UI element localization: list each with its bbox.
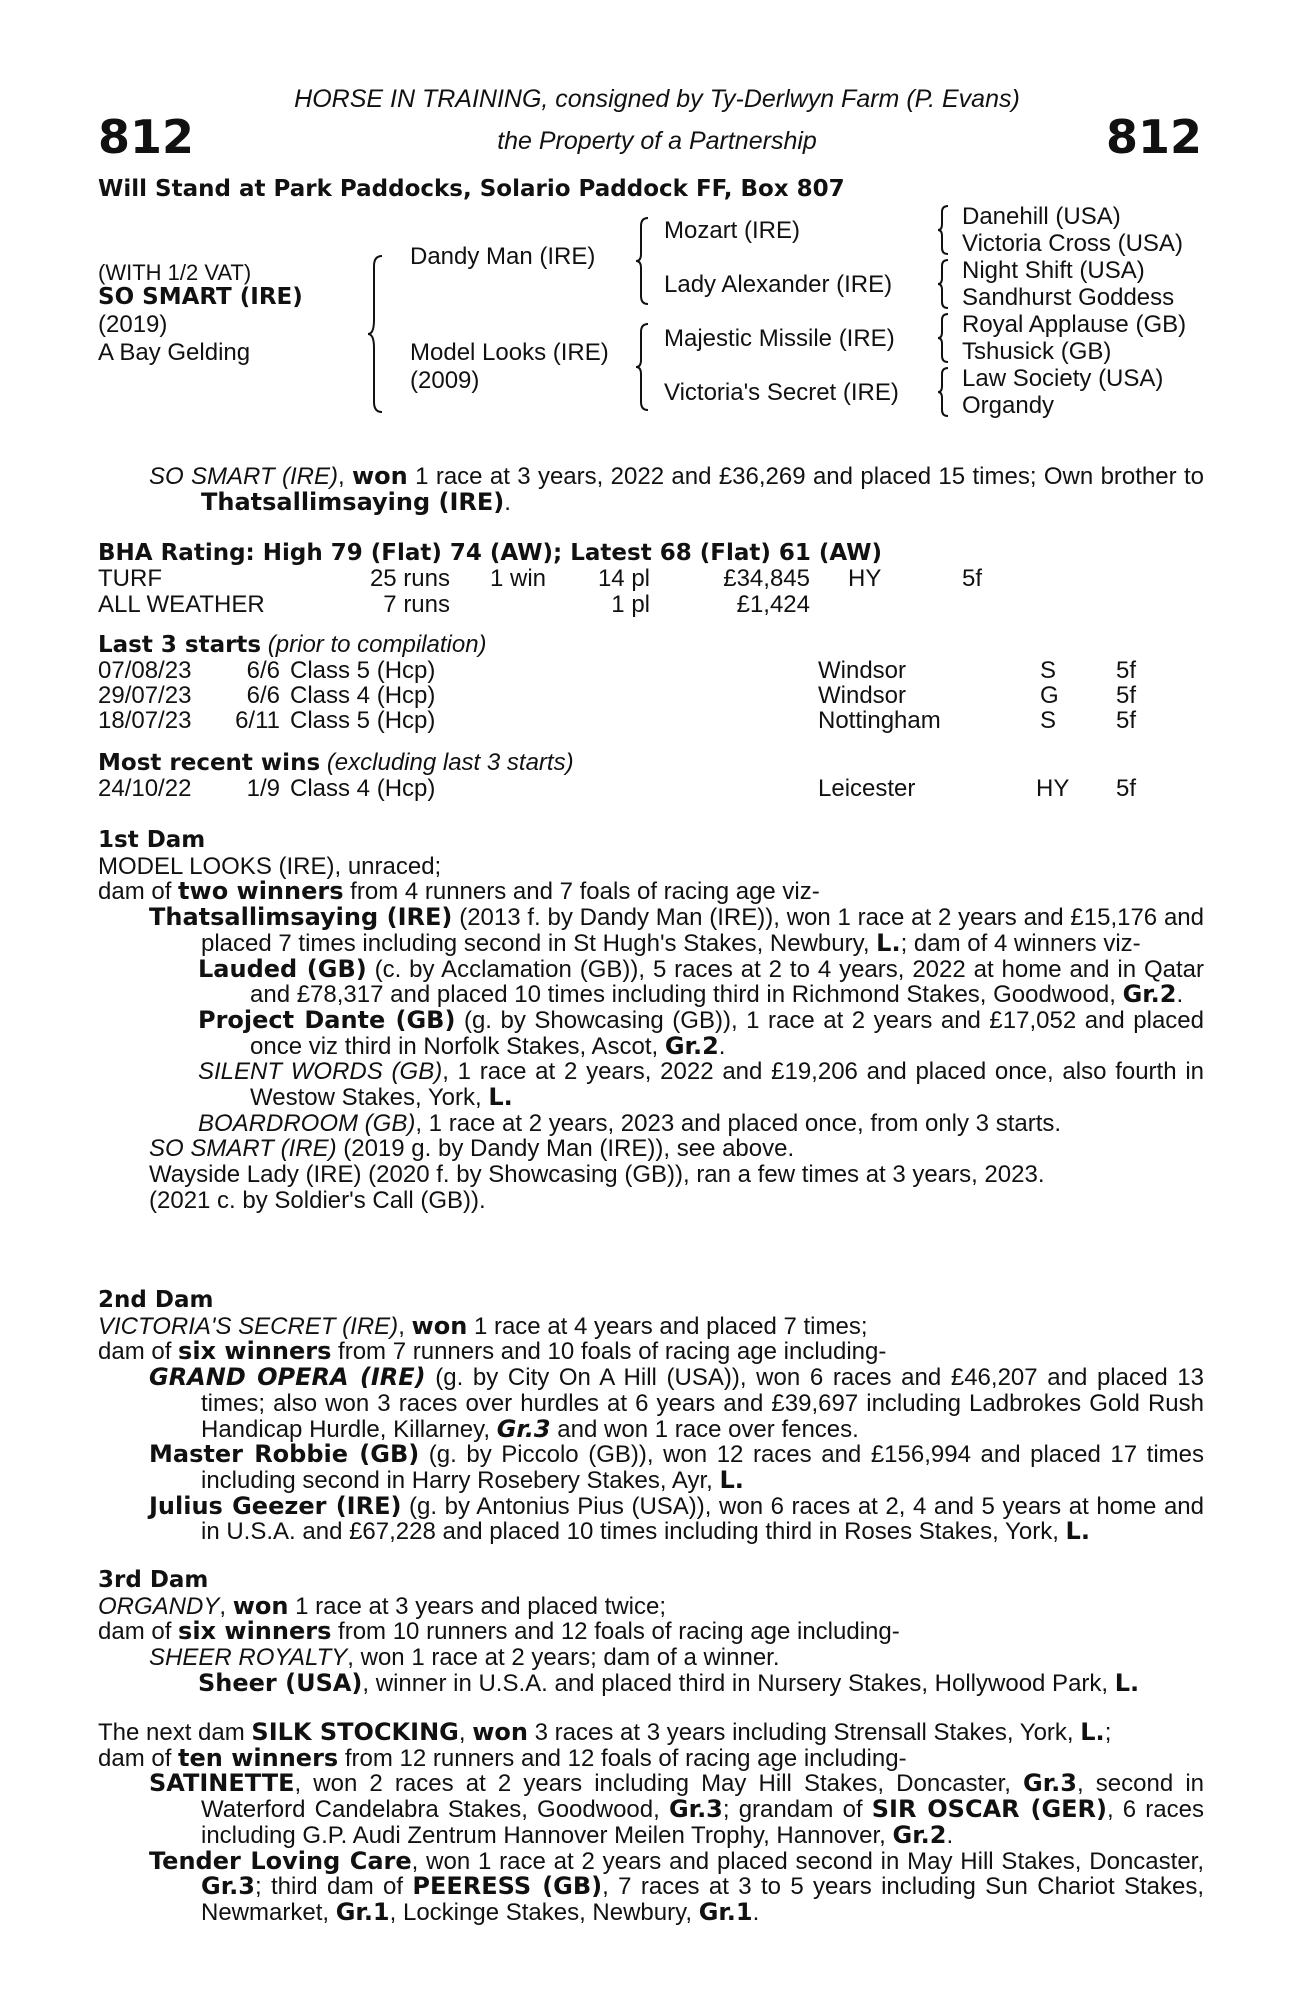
text: dam of	[98, 1618, 179, 1646]
progeny-name: Master Robbie (GB)	[149, 1440, 420, 1469]
lot-number-right: 812	[1105, 110, 1202, 164]
grade: Gr.2	[664, 1031, 719, 1060]
summary-horse: SO SMART (IRE)	[149, 463, 338, 490]
grade: Gr.3	[668, 1795, 723, 1824]
progeny-text: (g. by Antonius Pius (USA)), won 6 races at 2, 4 and 5 years at home and in U.S.A. and £67,228 and placed 10 times including third in Roses Stakes, York,	[201, 1492, 1204, 1546]
progeny-text: , second in Waterford Candelabra Stakes, Goodwood,	[201, 1770, 1204, 1824]
start-going: S	[1040, 657, 1057, 684]
brace-g56	[938, 312, 954, 364]
dam-dam: Victoria's Secret (IRE)	[664, 379, 899, 406]
progeny-sheer-royalty	[98, 1645, 1204, 1671]
text: ;	[1104, 1719, 1112, 1746]
gg-7: Law Society (USA)	[962, 365, 1164, 392]
grade: Gr.2	[892, 1820, 947, 1849]
next-dam-line1	[98, 1720, 1204, 1746]
grade: L.	[1114, 1668, 1140, 1697]
progeny-text: .	[718, 1032, 726, 1060]
progeny-text: , winner in U.S.A. and placed third in Nursery Stakes, Hollywood Park,	[362, 1669, 1115, 1697]
start-distance: 5f	[1116, 707, 1137, 734]
progeny-name: SO SMART (IRE)	[149, 1135, 337, 1163]
next-dam-line2	[98, 1743, 1204, 1772]
dam-name: SILK STOCKING	[251, 1718, 459, 1746]
race-summary: SO SMART (IRE), won 1 race at 3 years, 2022 and £36,269 and placed 15 times; Own brother to Thatsallimsaying (IRE).	[149, 462, 1204, 516]
sire-brace	[636, 216, 654, 306]
brace-g34	[938, 258, 954, 310]
progeny-name: SILENT WORDS (GB)	[198, 1058, 443, 1086]
text: The next dam	[98, 1719, 252, 1746]
progeny-julius-geezer	[98, 1491, 1204, 1546]
dam: Model Looks (IRE)	[410, 339, 609, 366]
progeny-silent-words	[98, 1059, 1204, 1110]
progeny-wayside-lady: Wayside Lady (IRE) (2020 f. by Showcasing (GB)), ran a few times at 3 years, 2023.	[149, 1161, 1045, 1189]
horse-name: SO SMART (IRE)	[98, 284, 303, 310]
progeny-name: SHEER ROYALTY	[149, 1644, 348, 1672]
progeny-tender-loving-care	[98, 1846, 1205, 1926]
start-position: 6/6	[246, 682, 280, 709]
sire: Dandy Man (IRE)	[410, 243, 596, 270]
progeny-text: , 6 races including G.P. Audi Zentrum Hannover Meilen Trophy, Hannover,	[201, 1796, 1204, 1849]
progeny-satinette	[98, 1771, 1204, 1848]
brace-g78	[938, 366, 954, 418]
gg-3: Night Shift (USA)	[962, 257, 1145, 284]
third-dam-section	[98, 1568, 1204, 1697]
progeny-text: (g. by City On A Hill (USA)), won 6 races and £46,207 and placed 13 times; also won 3 races over hurdles at 6 years and £39,697 including Ladbrokes Gold Rush Handicap Hurdle, Killarney,	[201, 1364, 1205, 1443]
rating-prize: £1,424	[736, 591, 810, 618]
second-dam-line2	[98, 1339, 1204, 1365]
text: 1 race at 4 years and placed 7 times;	[467, 1312, 868, 1340]
dam-name: VICTORIA'S SECRET (IRE)	[98, 1312, 399, 1340]
start-class: Class 5 (Hcp)	[290, 707, 436, 734]
vat-note: (WITH 1/2 VAT)	[98, 260, 252, 285]
start-position: 6/6	[246, 657, 280, 684]
next-dam-section	[98, 1720, 1204, 1926]
progeny-text: , won 1 race at 2 years; dam of a winner.	[347, 1644, 780, 1672]
progeny-name: BOARDROOM (GB)	[198, 1109, 416, 1137]
gg-1: Danehill (USA)	[962, 203, 1121, 230]
grade: L.	[488, 1083, 513, 1112]
start-class: Class 4 (Hcp)	[290, 682, 436, 709]
win-class: Class 4 (Hcp)	[290, 775, 436, 802]
text: from 4 runners and 7 foals of racing age viz-	[343, 878, 820, 906]
property-line: the Property of a Partnership	[497, 127, 817, 155]
win-date: 24/10/22	[98, 775, 192, 802]
first-dam-line1: MODEL LOOKS (IRE), unraced;	[98, 852, 442, 880]
won-label: won	[232, 1591, 289, 1620]
progeny-text: , 7 races at 3 to 5 years including Sun Chariot Stakes, Newmarket,	[201, 1873, 1205, 1926]
summary-end: .	[504, 488, 511, 516]
lot-number-left: 812	[98, 110, 195, 164]
progeny-text: , won 2 races at 2 years including May Hill Stakes, Doncaster,	[294, 1770, 1024, 1798]
grade: L.	[1080, 1718, 1105, 1746]
progeny-text: .	[1176, 981, 1184, 1009]
progeny-name: Tender Loving Care	[149, 1846, 412, 1875]
progeny-name: Lauded (GB)	[198, 954, 367, 983]
last-starts-note: (prior to compilation)	[267, 631, 487, 658]
rating-going: HY	[848, 565, 882, 592]
gg-4: Sandhurst Goddess	[962, 284, 1175, 311]
progeny-text: (g. by Showcasing (GB)), 1 race at 2 years and £17,052 and placed once viz third in Norfolk Stakes, Ascot,	[250, 1006, 1205, 1060]
gg-2: Victoria Cross (USA)	[962, 230, 1183, 257]
text: from 12 runners and 12 foals of racing age including-	[338, 1744, 907, 1772]
text: 1 race at 3 years and placed twice;	[288, 1592, 666, 1620]
grade: L.	[876, 928, 901, 957]
recent-wins-title: Most recent wins	[98, 750, 321, 776]
winners-count: six winners	[178, 1617, 332, 1646]
won-label: won	[472, 1718, 528, 1746]
progeny-text: (2019 g. by Dandy Man (IRE)), see above.	[336, 1135, 795, 1163]
progeny-2021-colt: (2021 c. by Soldier's Call (GB)).	[149, 1186, 486, 1214]
win-course: Leicester	[818, 775, 916, 802]
third-dam-line2	[98, 1619, 1204, 1645]
gg-8: Organdy	[962, 392, 1055, 419]
summary-brother: Thatsallimsaying (IRE)	[201, 487, 505, 516]
summary-text: 1 race at 3 years, 2022 and £36,269 and placed 15 times; Own brother to	[407, 463, 1204, 490]
progeny-text: (g. by Piccolo (GB)), won 12 races and £156,994 and placed 17 times including second in Harry Rosebery Stakes, Ayr,	[201, 1441, 1205, 1494]
text: ,	[458, 1719, 473, 1746]
first-dam-section	[98, 828, 1204, 1214]
rating-placed: 14 pl	[597, 565, 650, 592]
progeny-text: (c. by Acclamation (GB)), 5 races at 2 to 4 years, 2022 at home and in Qatar and £78,317 and placed 10 times including third in Richmond Stakes, Goodwood,	[250, 955, 1205, 1009]
progeny-text: , 1 race at 2 years, 2023 and placed once, from only 3 starts.	[415, 1109, 1062, 1137]
progeny-sheer	[98, 1668, 1204, 1697]
third-dam-line1	[98, 1591, 1204, 1620]
progeny-name: SATINETTE	[149, 1769, 295, 1798]
win-distance: 5f	[1116, 775, 1137, 802]
second-dam-section	[98, 1288, 1204, 1545]
win-position: 1/9	[246, 775, 280, 802]
winners-count: ten winners	[178, 1743, 339, 1772]
progeny-name: Sheer (USA)	[198, 1668, 363, 1697]
grade: Gr.3	[1023, 1769, 1077, 1798]
grade: Gr.3	[496, 1414, 551, 1443]
first-dam-heading: 1st Dam	[98, 827, 206, 853]
recent-wins-heading	[98, 750, 574, 776]
text: from 7 runners and 10 foals of racing age including-	[331, 1338, 887, 1366]
first-dam-line2	[98, 879, 1204, 905]
text: ,	[219, 1592, 233, 1620]
text: dam of	[98, 1744, 179, 1772]
progeny-so-smart	[98, 1136, 1204, 1162]
dam-name: ORGANDY	[98, 1592, 220, 1620]
rating-runs: 25 runs	[369, 565, 450, 592]
gg-5: Royal Applause (GB)	[962, 311, 1187, 338]
text: dam of	[98, 1338, 179, 1366]
start-class: Class 5 (Hcp)	[290, 657, 436, 684]
progeny-text: ; third dam of	[254, 1873, 413, 1901]
progeny-text: .	[946, 1821, 954, 1849]
start-date: 07/08/23	[98, 657, 192, 684]
start-course: Nottingham	[818, 707, 941, 734]
dam-sire: Majestic Missile (IRE)	[664, 325, 895, 352]
stabling-line: Will Stand at Park Paddocks, Solario Paddock FF, Box 807	[98, 176, 845, 202]
progeny-grand-opera	[98, 1365, 1204, 1442]
descendant-name: SIR OSCAR (GER)	[871, 1795, 1107, 1824]
progeny-text: and won 1 race over fences.	[550, 1415, 859, 1443]
gg-6: Tshusick (GB)	[962, 338, 1112, 365]
dam-year: (2009)	[410, 367, 480, 394]
text: from 10 runners and 12 foals of racing age including-	[331, 1618, 900, 1646]
horse-description: A Bay Gelding	[98, 339, 251, 366]
progeny-name: Thatsallimsaying (IRE)	[149, 903, 453, 932]
rating-surface: TURF	[98, 565, 162, 592]
text: 3 races at 3 years including Strensall Stakes, York,	[527, 1719, 1081, 1746]
last-starts-title: Last 3 starts	[98, 632, 262, 658]
consignment-line: HORSE IN TRAINING, consigned by Ty-Derlwyn Farm (P. Evans)	[294, 85, 1020, 113]
start-date: 29/07/23	[98, 682, 192, 709]
start-course: Windsor	[818, 657, 907, 684]
dam-brace	[636, 322, 654, 412]
third-dam-heading: 3rd Dam	[98, 1567, 209, 1593]
pedigree-brace	[368, 254, 388, 414]
start-going: G	[1040, 682, 1059, 709]
progeny-text: , Lockinge Stakes, Newbury,	[389, 1898, 699, 1926]
progeny-text: ; dam of 4 winners viz-	[900, 929, 1141, 957]
recent-wins-note: (excluding last 3 starts)	[326, 749, 574, 776]
progeny-text: , 1 race at 2 years, 2022 and £19,206 and placed once, also fourth in Westow Stakes, York,	[250, 1058, 1205, 1112]
grade: L.	[719, 1465, 744, 1494]
progeny-text: (2013 f. by Dandy Man (IRE)), won 1 race at 2 years and £15,176 and placed 7 times including second in St Hugh's Stakes, Newbury,	[201, 904, 1204, 957]
progeny-text: .	[752, 1898, 760, 1926]
second-dam-heading: 2nd Dam	[98, 1287, 214, 1313]
sire-sire: Mozart (IRE)	[664, 217, 801, 244]
start-distance: 5f	[1116, 657, 1137, 684]
rating-prize: £34,845	[723, 565, 810, 592]
text: dam of	[98, 878, 179, 906]
progeny-name: Project Dante (GB)	[198, 1005, 456, 1034]
win-going: HY	[1036, 775, 1070, 802]
start-position: 6/11	[235, 707, 280, 734]
start-course: Windsor	[818, 682, 907, 709]
rating-runs: 7 runs	[383, 591, 450, 618]
rating-surface: ALL WEATHER	[98, 591, 265, 618]
last-starts-heading	[98, 632, 487, 658]
rating-distance: 5f	[962, 565, 983, 592]
sire-dam: Lady Alexander (IRE)	[664, 271, 893, 298]
winners-count: six winners	[178, 1337, 332, 1366]
grade: L.	[1065, 1517, 1090, 1546]
grade: Gr.3	[201, 1872, 255, 1901]
bha-rating: BHA Rating: High 79 (Flat) 74 (AW); Latest 68 (Flat) 61 (AW)	[98, 540, 883, 566]
progeny-text: , won 1 race at 2 years and placed second in May Hill Stakes, Doncaster,	[411, 1847, 1205, 1875]
grade: Gr.1	[335, 1897, 390, 1926]
brace-g12	[938, 204, 954, 256]
progeny-master-robbie	[98, 1442, 1204, 1493]
summary-won: won	[352, 462, 408, 490]
start-date: 18/07/23	[98, 707, 192, 734]
grade: Gr.1	[698, 1897, 753, 1926]
rating-wins: 1 win	[490, 565, 547, 592]
won-label: won	[411, 1311, 468, 1340]
horse-year: (2019)	[98, 311, 168, 338]
descendant-name: PEERESS (GB)	[412, 1872, 603, 1901]
progeny-thatsallimsaying	[98, 905, 1204, 956]
progeny-lauded	[98, 954, 1205, 1009]
winners-count: two winners	[178, 877, 344, 906]
grade: Gr.2	[1122, 980, 1177, 1009]
start-distance: 5f	[1116, 682, 1137, 709]
rating-placed: 1 pl	[611, 591, 650, 618]
second-dam-line1	[98, 1311, 1204, 1340]
progeny-name: GRAND OPERA (IRE)	[149, 1363, 426, 1392]
progeny-project-dante	[98, 1005, 1205, 1060]
text: ,	[398, 1312, 412, 1340]
progeny-text: ; grandam of	[722, 1796, 872, 1824]
progeny-name: Julius Geezer (IRE)	[149, 1491, 402, 1520]
start-going: S	[1040, 707, 1057, 734]
progeny-boardroom	[98, 1111, 1204, 1137]
